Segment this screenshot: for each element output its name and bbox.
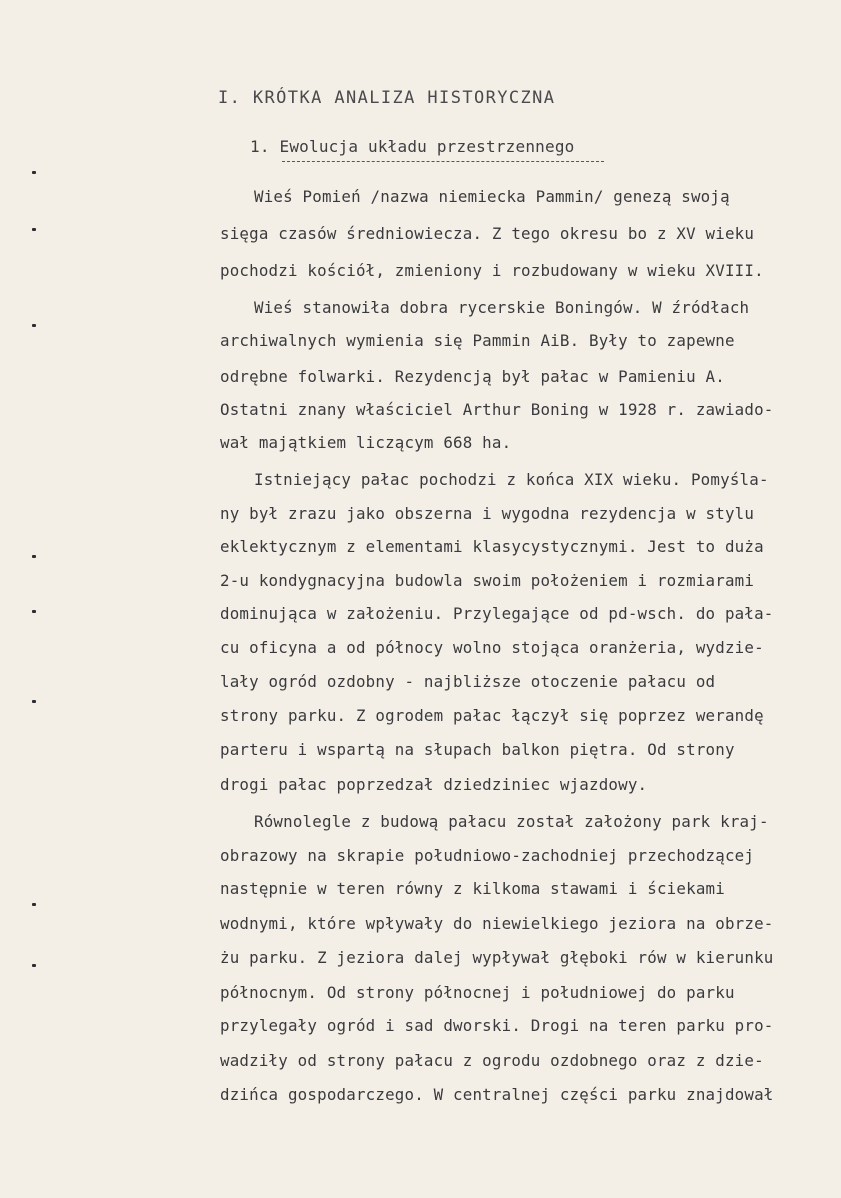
- text-line: przylegały ogród i sad dworski. Drogi na teren parku pro-: [220, 1016, 774, 1035]
- text-line: północnym. Od strony północnej i południowej do parku: [220, 983, 735, 1002]
- margin-mark: [32, 228, 36, 231]
- text-line: eklektycznym z elementami klasycystycznymi. Jest to duża: [220, 537, 764, 556]
- text-line: lały ogród ozdobny - najbliższe otoczenie pałacu od: [220, 672, 716, 691]
- text-line: pochodzi kościół, zmieniony i rozbudowany w wieku XVIII.: [220, 261, 764, 280]
- text-line: obrazowy na skrapie południowo-zachodniej przechodzącej: [220, 846, 755, 865]
- text-line: ny był zrazu jako obszerna i wygodna rezydencja w stylu: [220, 504, 755, 523]
- margin-mark: [32, 555, 36, 558]
- margin-mark: [32, 964, 36, 967]
- text-line: wał majątkiem liczącym 668 ha.: [220, 433, 512, 452]
- text-line: 2-u kondygnacyjna budowla swoim położeniem i rozmiarami: [220, 571, 755, 590]
- margin-mark: [32, 700, 36, 703]
- text-line: strony parku. Z ogrodem pałac łączył się poprzez werandę: [220, 706, 764, 725]
- text-line: drogi pałac poprzedzał dziedziniec wjazdowy.: [220, 775, 648, 794]
- text-line: żu parku. Z jeziora dalej wypływał głęboki rów w kierunku: [220, 948, 774, 967]
- text-line: wodnymi, które wpływały do niewielkiego jeziora na obrze-: [220, 914, 774, 933]
- text-line: dzińca gospodarczego. W centralnej części parku znajdował: [220, 1085, 774, 1104]
- margin-mark: [32, 171, 36, 174]
- text-line: cu oficyna a od północy wolno stojąca oranżeria, wydzie-: [220, 638, 764, 657]
- text-line: parteru i wspartą na słupach balkon piętra. Od strony: [220, 740, 735, 759]
- text-line: Wieś Pomień /nazwa niemiecka Pammin/ genezą swoją: [254, 187, 730, 206]
- section-heading: I. KRÓTKA ANALIZA HISTORYCZNA: [218, 88, 556, 108]
- text-line: wadziły od strony pałacu z ogrodu ozdobnego oraz z dzie-: [220, 1051, 764, 1070]
- margin-mark: [32, 610, 36, 613]
- margin-mark: [32, 324, 36, 327]
- margin-mark: [32, 903, 36, 906]
- text-line: Wieś stanowiła dobra rycerskie Boningów. W źródłach: [254, 298, 750, 317]
- text-line: odrębne folwarki. Rezydencją był pałac w Pamieniu A.: [220, 367, 725, 386]
- text-line: dominująca w założeniu. Przylegające od pd-wsch. do pała-: [220, 604, 774, 623]
- text-line: Istniejący pałac pochodzi z końca XIX wieku. Pomyśla-: [254, 470, 769, 489]
- text-line: archiwalnych wymienia się Pammin AiB. Były to zapewne: [220, 331, 735, 350]
- text-line: Ostatni znany właściciel Arthur Boning w 1928 r. zawiado-: [220, 400, 774, 419]
- subsection-heading: 1. Ewolucja układu przestrzennego: [250, 137, 575, 156]
- text-line: sięga czasów średniowiecza. Z tego okresu bo z XV wieku: [220, 224, 755, 243]
- text-line: Równolegle z budową pałacu został założony park kraj-: [254, 812, 769, 831]
- text-line: następnie w teren równy z kilkoma stawami i ściekami: [220, 879, 725, 898]
- subheading-underline: [282, 161, 604, 162]
